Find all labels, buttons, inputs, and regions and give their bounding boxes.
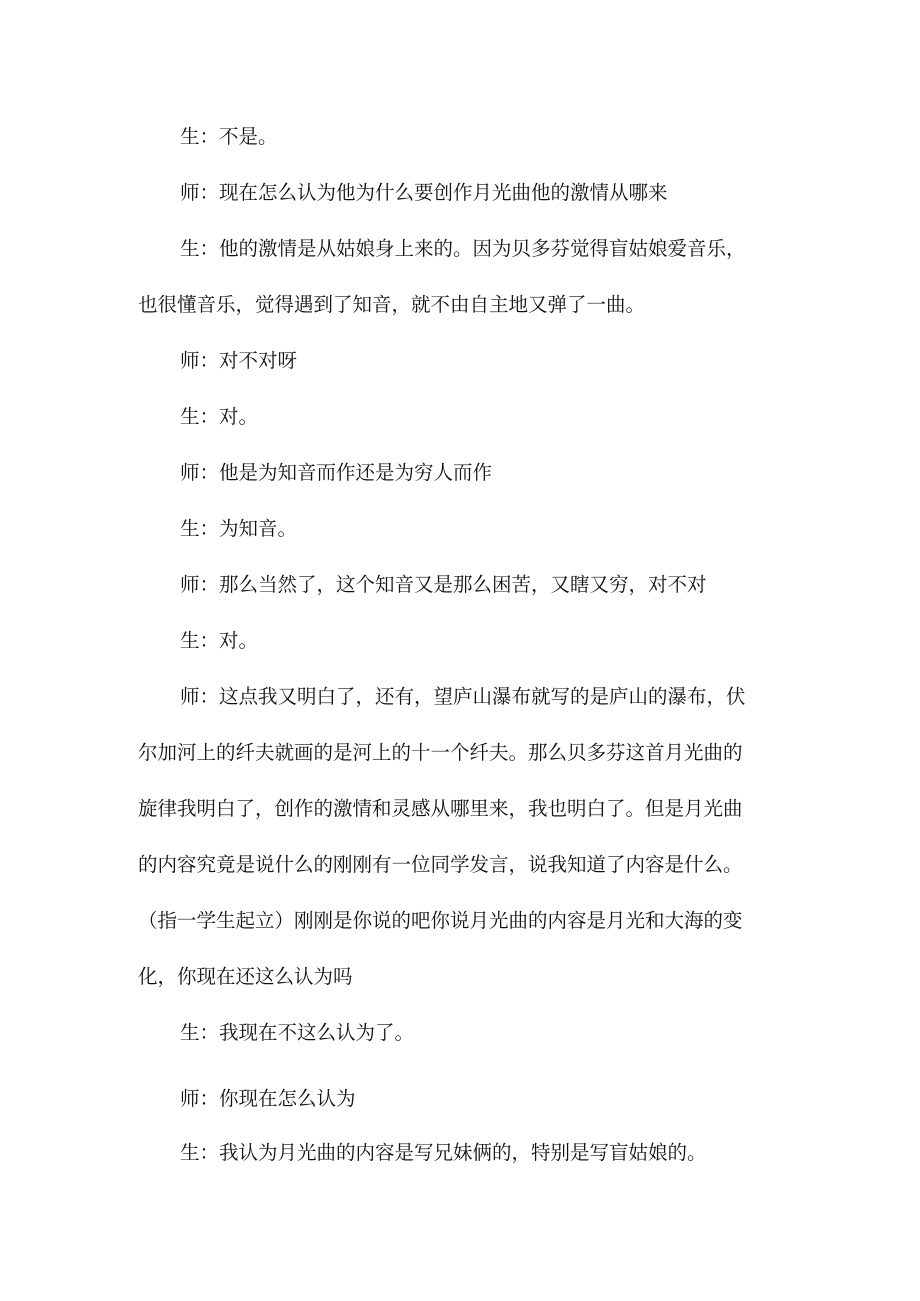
dialogue-line: 师：那么当然了，这个知音又是那么困苦，又瞎又穷，对不对 — [180, 573, 707, 596]
dialogue-line: 师：现在怎么认为他为什么要创作月光曲他的激情从哪来 — [180, 181, 668, 204]
dialogue-line: 师：你现在怎么认为 — [180, 1087, 356, 1110]
dialogue-line: 师：他是为知音而作还是为穷人而作 — [180, 461, 493, 484]
dialogue-line: 生：我现在不这么认为了。 — [180, 1021, 415, 1044]
dialogue-line: 生：他的激情是从姑娘身上来的。因为贝多芬觉得盲姑娘爱音乐， — [180, 237, 746, 260]
dialogue-line: 师：对不对呀 — [180, 349, 298, 372]
dialogue-line-continuation: 也很懂音乐，觉得遇到了知音，就不由自主地又弹了一曲。 — [138, 293, 646, 316]
dialogue-line: 生：对。 — [180, 629, 259, 652]
dialogue-line: 生：对。 — [180, 405, 259, 428]
dialogue-line: 生：为知音。 — [180, 517, 298, 540]
dialogue-line-continuation: 旋律我明白了，创作的激情和灵感从哪里来，我也明白了。但是月光曲 — [138, 797, 743, 820]
dialogue-line: 生：我认为月光曲的内容是写兄妹俩的，特别是写盲姑娘的。 — [180, 1141, 707, 1164]
dialogue-line: 生：不是。 — [180, 125, 278, 148]
dialogue-line-continuation: 尔加河上的纤夫就画的是河上的十一个纤夫。那么贝多芬这首月光曲的 — [138, 741, 743, 764]
dialogue-line-continuation: 的内容究竟是说什么的刚刚有一位同学发言，说我知道了内容是什么。 — [138, 853, 743, 876]
dialogue-line-continuation: （指一学生起立）刚刚是你说的吧你说月光曲的内容是月光和大海的变 — [138, 909, 743, 932]
dialogue-line-continuation: 化，你现在还这么认为吗 — [138, 965, 353, 988]
dialogue-line: 师：这点我又明白了，还有，望庐山瀑布就写的是庐山的瀑布，伏 — [180, 685, 746, 708]
